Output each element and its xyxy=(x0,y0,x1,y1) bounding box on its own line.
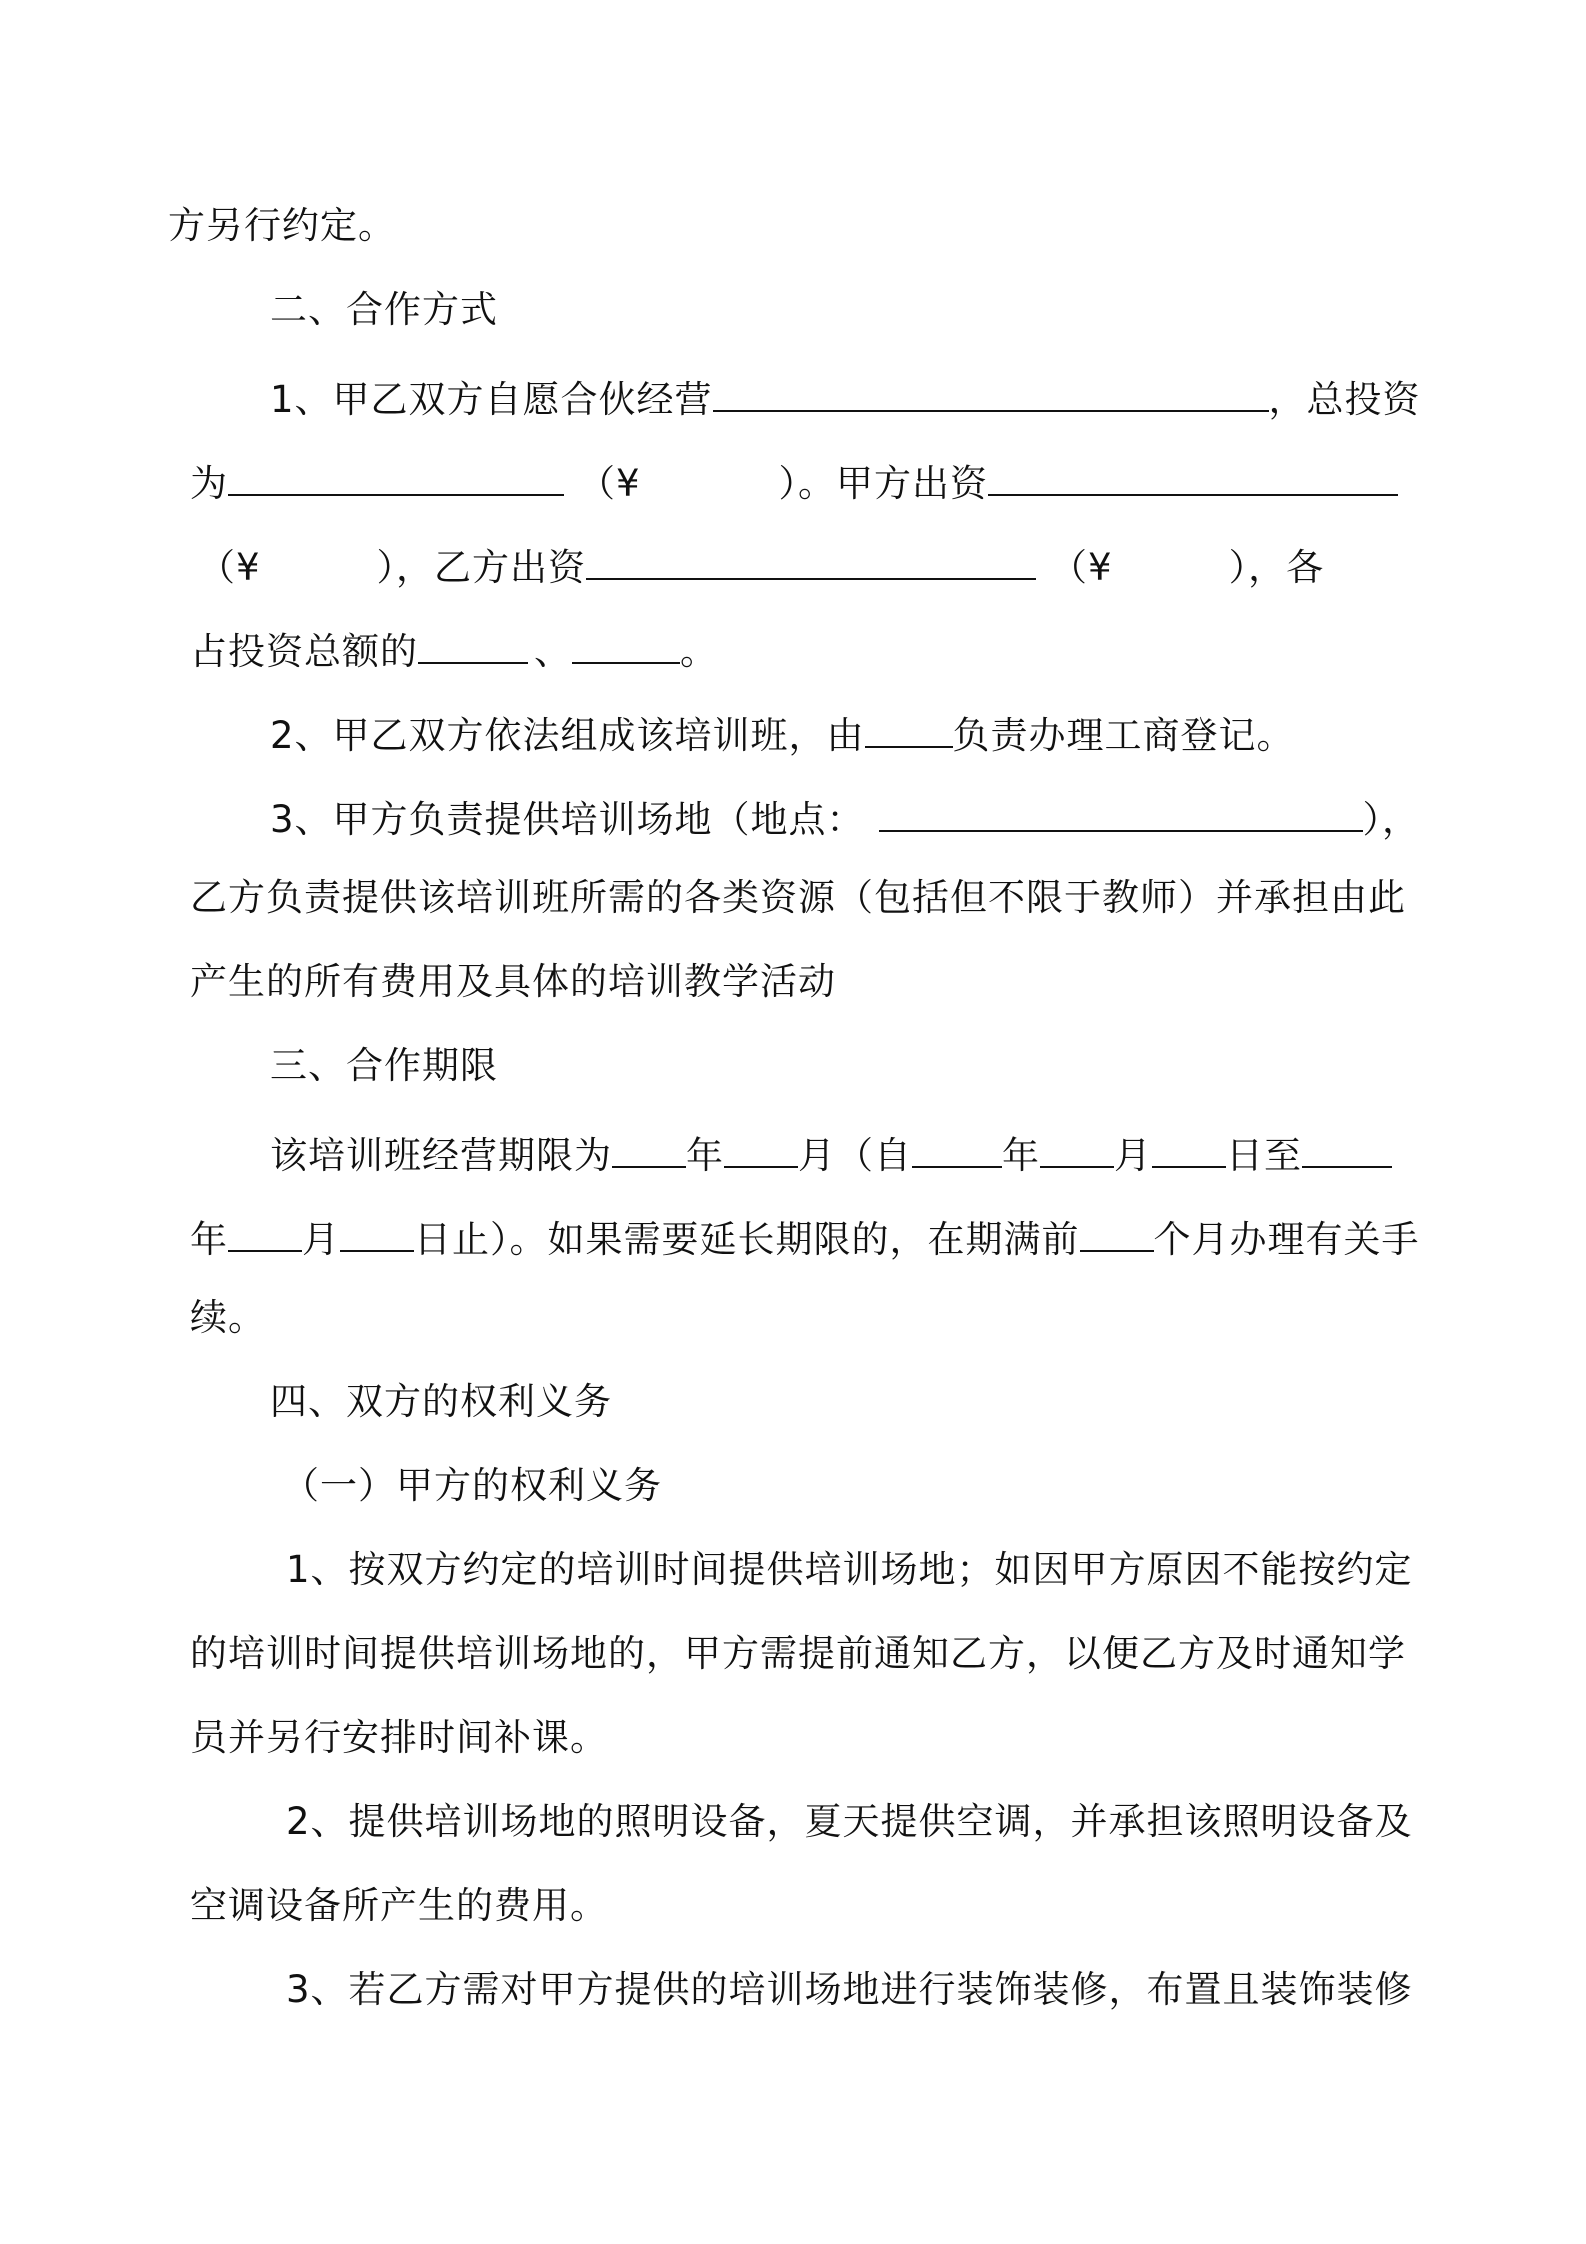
text: ）。甲方出资 xyxy=(778,462,989,505)
text-line xyxy=(190,868,1406,928)
text: （¥ xyxy=(198,546,261,589)
text-line xyxy=(270,784,1420,844)
fill-blank[interactable] xyxy=(912,1120,1002,1168)
text-line xyxy=(190,952,836,1012)
text-line xyxy=(190,616,718,676)
text: ）， xyxy=(1362,798,1421,841)
text: 3、若乙方需对甲方提供的培训场地进行装饰装修，布置且装饰装修 xyxy=(286,1968,1413,2011)
fill-blank[interactable] xyxy=(1040,1120,1114,1168)
text: 空调设备所产生的费用。 xyxy=(190,1884,608,1927)
fill-blank[interactable] xyxy=(418,616,528,664)
text-line xyxy=(270,1120,1392,1180)
text: 2、提供培训场地的照明设备，夏天提供空调，并承担该照明设备及 xyxy=(286,1800,1413,1843)
text: （¥ xyxy=(1050,546,1113,589)
text: 续。 xyxy=(190,1296,266,1339)
text-line xyxy=(270,700,1295,760)
text-line xyxy=(190,1288,266,1348)
text: 为 xyxy=(190,462,228,505)
text: 三、合作期限 xyxy=(270,1044,498,1087)
text: 日止）。如果需要延长期限的，在期满前 xyxy=(414,1218,1080,1261)
text-line xyxy=(190,1708,608,1768)
text: 1、按双方约定的培训时间提供培训场地；如因甲方原因不能按约定 xyxy=(286,1548,1413,1591)
text: 月 xyxy=(1114,1134,1152,1177)
text-line xyxy=(286,1960,1413,2020)
text: 、 xyxy=(534,630,572,673)
fill-blank[interactable] xyxy=(586,532,1036,580)
text-line xyxy=(286,1540,1413,1600)
text: 2、甲乙双方依法组成该培训班，由 xyxy=(270,714,865,757)
text-line xyxy=(190,1624,1406,1684)
fill-blank[interactable] xyxy=(340,1204,414,1252)
text: 产生的所有费用及具体的培训教学活动 xyxy=(190,960,836,1003)
fill-blank[interactable] xyxy=(879,784,1363,832)
text: 该培训班经营期限为 xyxy=(270,1134,612,1177)
text-line xyxy=(190,448,1398,508)
fill-blank[interactable] xyxy=(865,700,953,748)
text-line xyxy=(190,1204,1420,1264)
text: 月 xyxy=(302,1218,340,1261)
fill-blank[interactable] xyxy=(1080,1204,1154,1252)
text-line xyxy=(168,196,396,256)
text: 乙方负责提供该培训班所需的各类资源（包括但不限于教师）并承担由此 xyxy=(190,876,1406,919)
text: 1、甲乙双方自愿合伙经营 xyxy=(270,378,713,421)
text: 二、合作方式 xyxy=(270,288,498,331)
text: 员并另行安排时间补课。 xyxy=(190,1716,608,1759)
text: 年 xyxy=(190,1218,228,1261)
subsection-heading xyxy=(282,1456,662,1516)
text: 年 xyxy=(1002,1134,1040,1177)
fill-blank[interactable] xyxy=(988,448,1398,496)
section-heading xyxy=(270,1372,612,1432)
text: 占投资总额的 xyxy=(190,630,418,673)
text: （¥ xyxy=(578,462,641,505)
fill-blank[interactable] xyxy=(228,448,564,496)
fill-blank[interactable] xyxy=(713,364,1269,412)
text: 方另行约定。 xyxy=(168,204,396,247)
fill-blank[interactable] xyxy=(1152,1120,1226,1168)
text: 日至 xyxy=(1226,1134,1302,1177)
text: 3、甲方负责提供培训场地（地点： xyxy=(270,798,865,841)
text-line xyxy=(270,364,1421,424)
section-heading xyxy=(270,280,498,340)
text: 负责办理工商登记。 xyxy=(952,714,1295,757)
section-heading xyxy=(270,1036,498,1096)
text-line xyxy=(198,532,1324,592)
fill-blank[interactable] xyxy=(724,1120,798,1168)
fill-blank[interactable] xyxy=(1302,1120,1392,1168)
text: 。 xyxy=(680,630,718,673)
fill-blank[interactable] xyxy=(228,1204,302,1252)
text: 月（自 xyxy=(798,1134,912,1177)
text-line xyxy=(190,1876,608,1936)
text: （一）甲方的权利义务 xyxy=(282,1464,662,1507)
text-line xyxy=(286,1792,1413,1852)
text: 四、双方的权利义务 xyxy=(270,1380,612,1423)
text: ），各 xyxy=(1228,546,1325,589)
text: 的培训时间提供培训场地的，甲方需提前通知乙方，以便乙方及时通知学 xyxy=(190,1632,1406,1675)
text: 个月办理有关手 xyxy=(1153,1218,1420,1261)
fill-blank[interactable] xyxy=(572,616,680,664)
text: ，总投资 xyxy=(1268,378,1421,421)
text: ），乙方出资 xyxy=(376,546,587,589)
text: 年 xyxy=(686,1134,724,1177)
fill-blank[interactable] xyxy=(612,1120,686,1168)
